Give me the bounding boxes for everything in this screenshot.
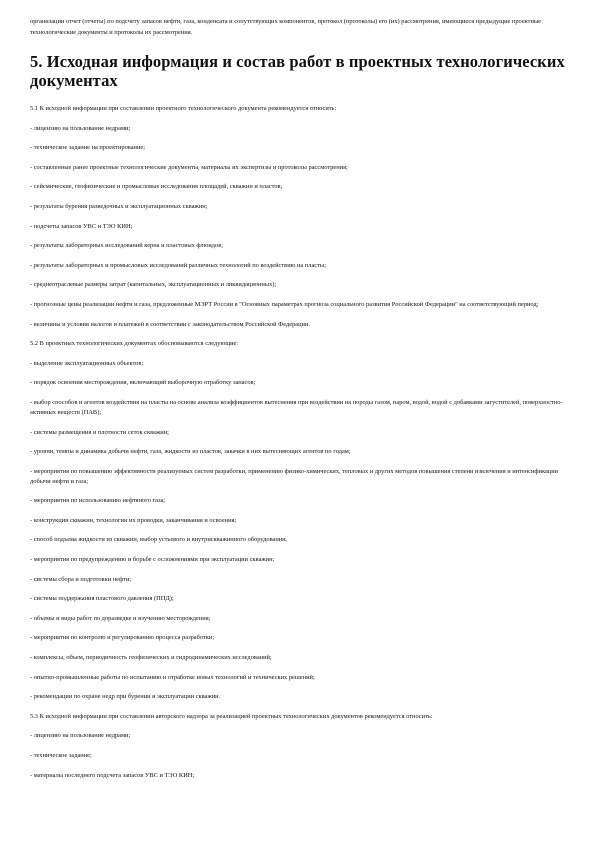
text-line: - лицензию на пользование недрами; bbox=[30, 732, 131, 740]
text-line: - порядок освоения месторождения, включающий выборочную отработку запасов; bbox=[30, 379, 256, 387]
content-list bbox=[30, 104, 565, 790]
text-line: - объемы и виды работ по доразведке и изучению месторождения; bbox=[30, 614, 211, 622]
text-line: - комплексы, объем, периодичность геофизических и гидродинамических исследований; bbox=[30, 654, 272, 662]
text-line: - величины и условия налогов и платежей в соответствии с законодательством Российской Федерации. bbox=[30, 320, 310, 328]
text-line: - мероприятия по контролю и регулированию процесса разработки; bbox=[30, 634, 215, 642]
text-line: - материалы последнего подсчета запасов УВС и ТЭО КИН; bbox=[30, 771, 195, 779]
text-line: - системы размещения и плотности сеток скважин; bbox=[30, 428, 169, 436]
text-line: - опытно-промышленные работы по испытанию и отработке новых технологий и технических решений; bbox=[30, 673, 315, 681]
text-line: - уровни, темпы и динамика добычи нефти, газа, жидкости из пластов, закачки в них вытесняющих агентов по годам; bbox=[30, 448, 351, 456]
text-line: - системы сбора и подготовки нефти; bbox=[30, 575, 132, 583]
section-heading: 5. Исходная информация и состав работ в проектных технологических документах bbox=[30, 52, 565, 90]
text-line: - рекомендации по охране недр при бурении и эксплуатации скважин. bbox=[30, 693, 221, 701]
text-line: - техническое задание; bbox=[30, 752, 92, 759]
text-line: - техническое задание на проектирование; bbox=[30, 144, 145, 152]
text-line: - сейсмические, геофизические и промысловые исследования площадей, скважин и пластов; bbox=[30, 183, 283, 191]
text-line: - прогнозные цены реализации нефти и газа, предложенные МЭРТ России в "Основных параметрах прогноза социального развития Российской Федерации" на соответствующий период; bbox=[30, 300, 539, 308]
text-line: - подсчеты запасов УВС и ТЭО КИН; bbox=[30, 222, 133, 230]
text-line: 5.1 К исходной информации при составлении проектного технологического документа рекомендуется относить: bbox=[30, 105, 337, 112]
text-line: - результаты лабораторных исследований керна и пластовых флюидов; bbox=[30, 242, 224, 250]
text-line: - результаты лабораторных и промысловых исследований различных технологий по воздействию на пласты; bbox=[30, 261, 326, 269]
text-line: 5.2 В проектных технологических документах обосновываются следующие: bbox=[30, 340, 239, 348]
text-line: - выбор способов и агентов воздействия на пласты на основе анализа коэффициентов вытеснения при воздействии на породы газом, паром, водой, водой с добавками загустителей, поверхностно-активных веществ (ПАВ); bbox=[30, 398, 563, 416]
text-line: - способ подъема жидкости из скважин, выбор устьевого и внутрискважинного оборудования; bbox=[30, 536, 287, 544]
text-line: - мероприятия по предупреждению и борьбе с осложнениями при эксплуатации скважин; bbox=[30, 556, 275, 564]
text-line: - системы поддержания пластового давления (ППД); bbox=[30, 595, 174, 603]
text-line: - составленные ранее проектные технологические документы, материалы их экспертизы и протоколы рассмотрения; bbox=[30, 163, 348, 171]
text-line: - среднеотраслевые размеры затрат (капитальных, эксплуатационных и ликвидационных); bbox=[30, 281, 277, 289]
text-line: - выделение эксплуатационных объектов; bbox=[30, 359, 144, 367]
lead-paragraph: организации отчет (отчеты) по подсчету запасов нефти, газа, конденсата и сопутствующих компонентов, протокол (протоколы) его (их) рассмотрения, имеющиеся предыдущие проектные технологические документы и протоколы их рассмотрения. bbox=[30, 18, 542, 36]
text-line: - лицензию на пользование недрами; bbox=[30, 124, 131, 132]
text-line: - мероприятия по повышению эффективности реализуемых систем разработки, применению физико-химических, тепловых и других методов повышения степени извлечения и интенсификации добычи нефти и газа; bbox=[30, 467, 559, 485]
text-line: 5.3 К исходной информации при составлении авторского надзора за реализацией проектных технологических документов рекомендуется относить: bbox=[30, 712, 433, 720]
text-line: - результаты бурения разведочных и эксплуатационных скважин; bbox=[30, 202, 208, 210]
text-line: - конструкции скважин, технологии их проводки, заканчивания и освоения; bbox=[30, 516, 237, 524]
text-line: - мероприятия по использованию нефтяного газа; bbox=[30, 497, 166, 505]
